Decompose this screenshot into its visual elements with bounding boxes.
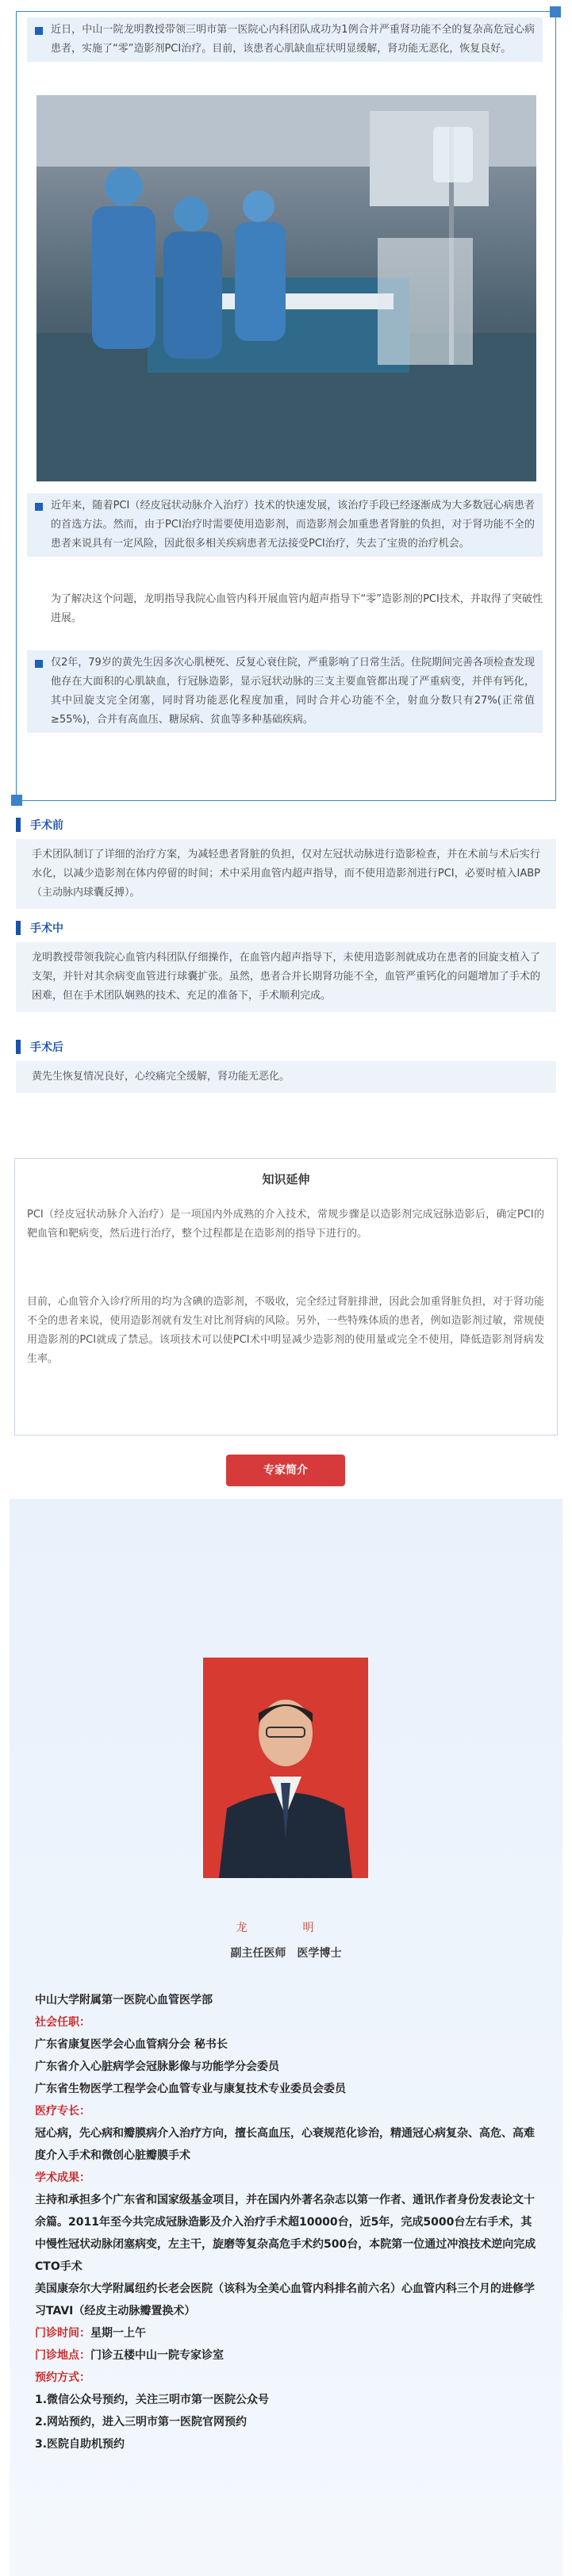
intro-paragraph-1: 近日，中山一院龙明教授带领三明市第一医院心内科团队成功为1例合并严重肾功能不全的复杂高危冠心病患者，实施了“零”造影剂PCI治疗。目前，该患者心肌缺血症状明显缓解，肾功能无恶化，恢复良好。 xyxy=(27,17,543,62)
social-item: 广东省介入心脏病学会冠脉影像与功能学分会委员 xyxy=(35,2060,279,2073)
specialty-label: 医疗专长： xyxy=(35,2105,90,2118)
academic-text: 主持和承担多个广东省和国家级基金项目，并在国内外著名杂志以第一作者、通讯作者身份发表论文十余篇。2011年至今共完成冠脉造影及介入治疗手术超10000台，近5年，完成5000台左右手术，其中慢性冠状动脉闭塞病变，左主干，旋磨等复杂高危手术约500台，本院第一位通过冲浪技术逆向完成CTO手术 xyxy=(35,2194,536,2273)
surgery-photo-illustration xyxy=(36,95,536,481)
title-bar-icon xyxy=(16,921,21,935)
title-bar-icon xyxy=(16,818,21,832)
section-pre-surgery xyxy=(16,817,556,909)
section-text: 龙明教授带领我院心血管内科团队仔细操作，在血管内超声指导下，未使用造影剂就成功在患者的回旋支植入了支架，并针对其余病变血管进行球囊扩张。虽然，患者合并长期肾功能不全，血管严重钙化的问题增加了手术的困难，但在手术团队娴熟的技术、充足的准备下，手术顺利完成。 xyxy=(16,942,556,1012)
academic-label: 学术成果： xyxy=(35,2172,90,2184)
section-title: 手术后 xyxy=(16,1039,556,1055)
clinic-place-label: 门诊地点： xyxy=(35,2349,90,2362)
clinic-time: 星期一上午 xyxy=(90,2327,146,2340)
expert-hospital: 中山大学附属第一医院心血管医学部 xyxy=(35,1994,213,2007)
clinic-time-label: 门诊时间： xyxy=(35,2327,90,2340)
section-title: 手术前 xyxy=(16,817,556,833)
expert-portrait xyxy=(203,1658,368,1878)
knowledge-paragraph-2: 目前，心血管介入诊疗所用的均为含碘的造影剂，不吸收，完全经过肾脏排泄，因此会加重肾脏负担，对于肾功能不全的患者来说，使用造影剂就有发生对比剂肾病的风险。另外，一些特殊体质的患者，例如造影剂过敏，常规使用造影剂的PCI就成了禁忌。该项技术可以使PCI术中明显减少造影剂的使用量或完全不使用，降低造影剂肾病发生率。 xyxy=(27,1296,544,1365)
knowledge-paragraph-1: PCI（经皮冠状动脉介入治疗）是一项国内外成熟的介入技术，常规步骤是以造影剂完成冠脉造影后，确定PCI的靶血管和靶病变，然后进行治疗，整个过程都是在造影剂的指导下进行的。 xyxy=(27,1209,544,1240)
section-title: 手术中 xyxy=(16,920,556,936)
social-label: 社会任职： xyxy=(35,2016,90,2029)
expert-tab: 专家简介 xyxy=(226,1455,345,1486)
title-bar-icon xyxy=(16,1040,21,1054)
surgery-photo xyxy=(36,95,536,481)
expert-name: 龙 明 xyxy=(236,1922,336,1934)
section-text: 黄先生恢复情况良好，心绞痛完全缓解，肾功能无恶化。 xyxy=(16,1061,556,1093)
section-text: 手术团队制订了详细的治疗方案，为减轻患者肾脏的负担，仅对左冠状动脉进行造影检查，并在术前与术后实行水化，以减少造影剂在体内停留的时间；术中采用血管内超声指导，而不使用造影剂进行PCI，必要时植入IABP（主动脉内球囊反搏）。 xyxy=(16,839,556,909)
clinic-place-row xyxy=(35,2344,543,2367)
clinic-place: 门诊五楼中山一院专家诊室 xyxy=(90,2349,224,2362)
square-bullet-icon xyxy=(35,503,43,511)
expert-title: 副主任医师 医学博士 xyxy=(230,1947,342,1960)
specialty-text: 冠心病，先心病和瓣膜病介入治疗方向，擅长高血压，心衰规范化诊治，精通冠心病复杂、高危、高难度介入手术和微创心脏瓣膜手术 xyxy=(35,2127,535,2162)
booking-item: 3.医院自助机预约 xyxy=(35,2438,125,2451)
social-item: 广东省生物医学工程学会心血管专业与康复技术专业委员会委员 xyxy=(35,2083,346,2095)
section-during-surgery xyxy=(16,920,556,1012)
intro-paragraph-2: 近年来，随着PCI（经皮冠状动脉介入治疗）技术的快速发展，该治疗手段已经逐渐成为大多数冠心病患者的首选方法。然而，由于PCI治疗时需要使用造影剂，而造影剂会加重患者肾脏的负担，对于肾功能不全的患者来说具有一定风险，因此很多相关疾病患者无法接受PCI治疗，失去了宝贵的治疗机会。 xyxy=(27,493,543,557)
intro-paragraph-3: 为了解决这个问题，龙明指导我院心血管内科开展血管内超声指导下“零”造影剂的PCI技术，并取得了突破性进展。 xyxy=(51,593,543,624)
square-bullet-icon xyxy=(35,660,43,668)
booking-item: 2.网站预约，进入三明市第一医院官网预约 xyxy=(35,2416,248,2428)
section-post-surgery xyxy=(16,1039,556,1093)
clinic-time-row xyxy=(35,2322,543,2344)
expert-info xyxy=(35,1989,543,2455)
social-item: 广东省康复医学会心血管病分会 秘书长 xyxy=(35,2038,228,2051)
knowledge-title: 知识延伸 xyxy=(262,1172,310,1186)
portrait-illustration xyxy=(203,1658,368,1878)
booking-item: 1.微信公众号预约，关注三明市第一医院公众号 xyxy=(35,2394,270,2406)
intro-paragraph-4: 仅2年，79岁的黄先生因多次心肌梗死、反复心衰住院，严重影响了日常生活。住院期间完善各项检查发现他存在大面积的心肌缺血，行冠脉造影，显示冠状动脉的三支主要血管都出现了严重病变，并伴有钙化，其中回旋支完全闭塞，同时肾功能恶化程度加重，同时合并心功能不全，射血分数只有27%(正常值≥55%)，合并有高血压、糖尿病、贫血等多种基础疾病。 xyxy=(27,650,543,733)
booking-label: 预约方式： xyxy=(35,2371,90,2384)
training-text: 美国康奈尔大学附属纽约长老会医院（该科为全美心血管内科排名前六名）心血管内科三个月的进修学习TAVI（经皮主动脉瓣置换术） xyxy=(35,2283,535,2317)
square-bullet-icon xyxy=(35,27,43,35)
